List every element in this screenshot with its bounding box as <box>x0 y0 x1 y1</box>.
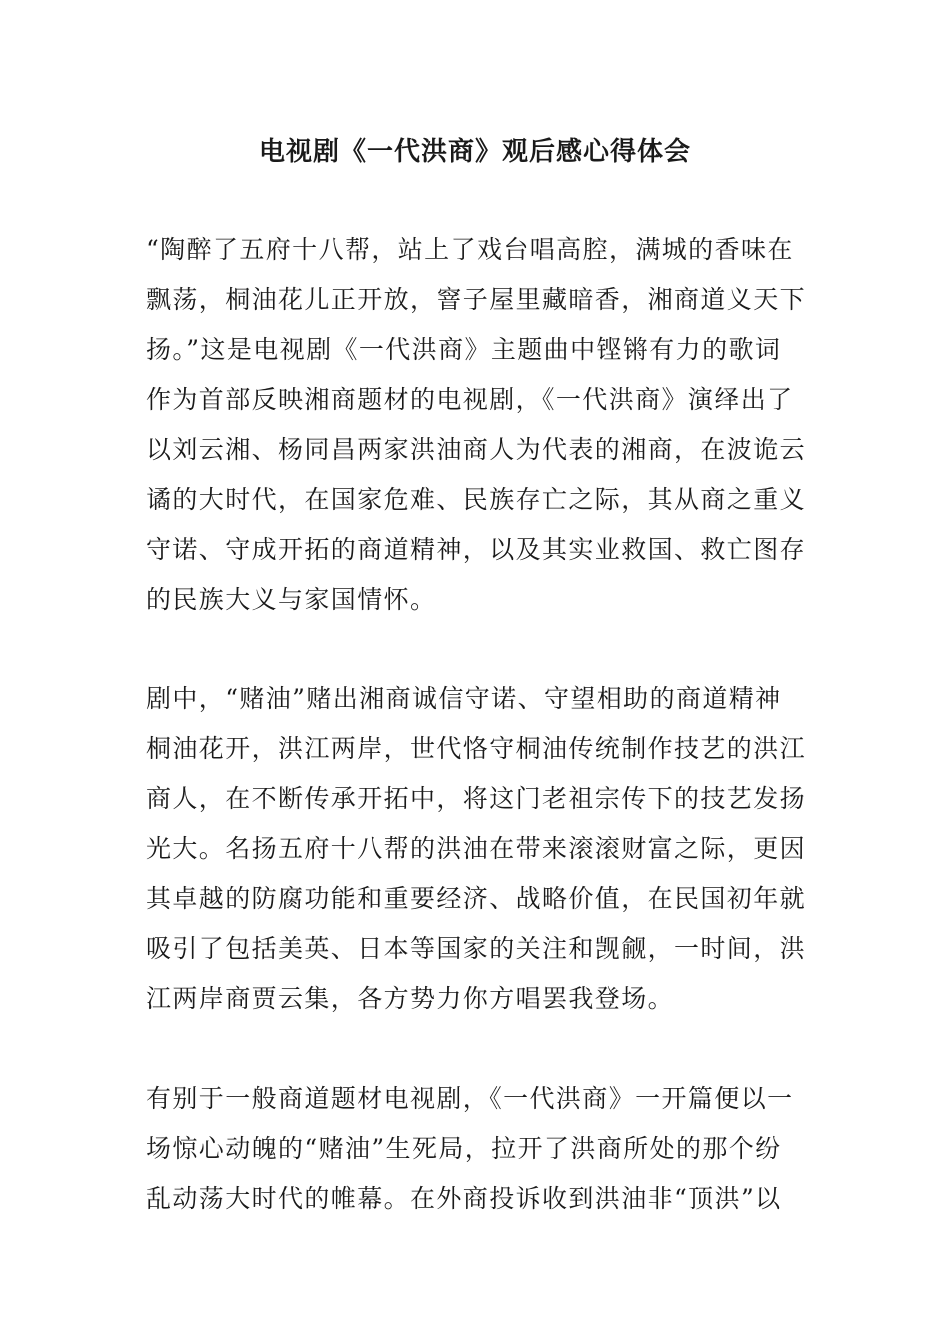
paragraph-line: 乱动荡大时代的帷幕。在外商投诉收到洪油非“顶洪”以 <box>146 1184 782 1213</box>
paragraph-3 <box>146 1074 806 1224</box>
paragraph-line: 的民族大义与家国情怀。 <box>146 585 437 614</box>
paragraph-line: 飘荡，桐油花儿正开放，窨子屋里藏暗香，湘商道义天下 <box>146 285 806 314</box>
paragraph-2 <box>146 674 806 1024</box>
paragraph-line: 场惊心动魄的“赌油”生死局，拉开了洪商所处的那个纷 <box>146 1134 782 1163</box>
paragraph-line: 谲的大时代，在国家危难、民族存亡之际，其从商之重义 <box>146 485 806 514</box>
paragraph-line: 扬。”这是电视剧《一代洪商》主题曲中铿锵有力的歌词 <box>146 335 782 364</box>
document-title: 电视剧《一代洪商》观后感心得体会 <box>258 137 691 167</box>
paragraph-line: 以刘云湘、杨同昌两家洪油商人为代表的湘商，在波诡云 <box>146 435 806 464</box>
paragraph-1 <box>146 225 806 625</box>
paragraph-line: 光大。名扬五府十八帮的洪油在带来滚滚财富之际，更因 <box>146 834 806 863</box>
paragraph-line: 吸引了包括美英、日本等国家的关注和觊觎，一时间，洪 <box>146 934 806 963</box>
paragraph-line: 桐油花开，洪江两岸，世代恪守桐油传统制作技艺的洪江 <box>146 734 806 763</box>
paragraph-line: 江两岸商贾云集，各方势力你方唱罢我登场。 <box>146 984 675 1013</box>
paragraph-line: 商人，在不断传承开拓中，将这门老祖宗传下的技艺发扬 <box>146 784 806 813</box>
paragraph-line: 作为首部反映湘商题材的电视剧，《一代洪商》演绎出了 <box>146 385 794 414</box>
paragraph-line: “陶醉了五府十八帮，站上了戏台唱高腔，满城的香味在 <box>146 235 794 264</box>
paragraph-line: 剧中，“赌油”赌出湘商诚信守诺、守望相助的商道精神 <box>146 684 782 713</box>
paragraph-line: 其卓越的防腐功能和重要经济、战略价值，在民国初年就 <box>146 884 806 913</box>
paragraph-line: 有别于一般商道题材电视剧，《一代洪商》一开篇便以一 <box>146 1084 794 1113</box>
paragraph-line: 守诺、守成开拓的商道精神，以及其实业救国、救亡图存 <box>146 535 806 564</box>
